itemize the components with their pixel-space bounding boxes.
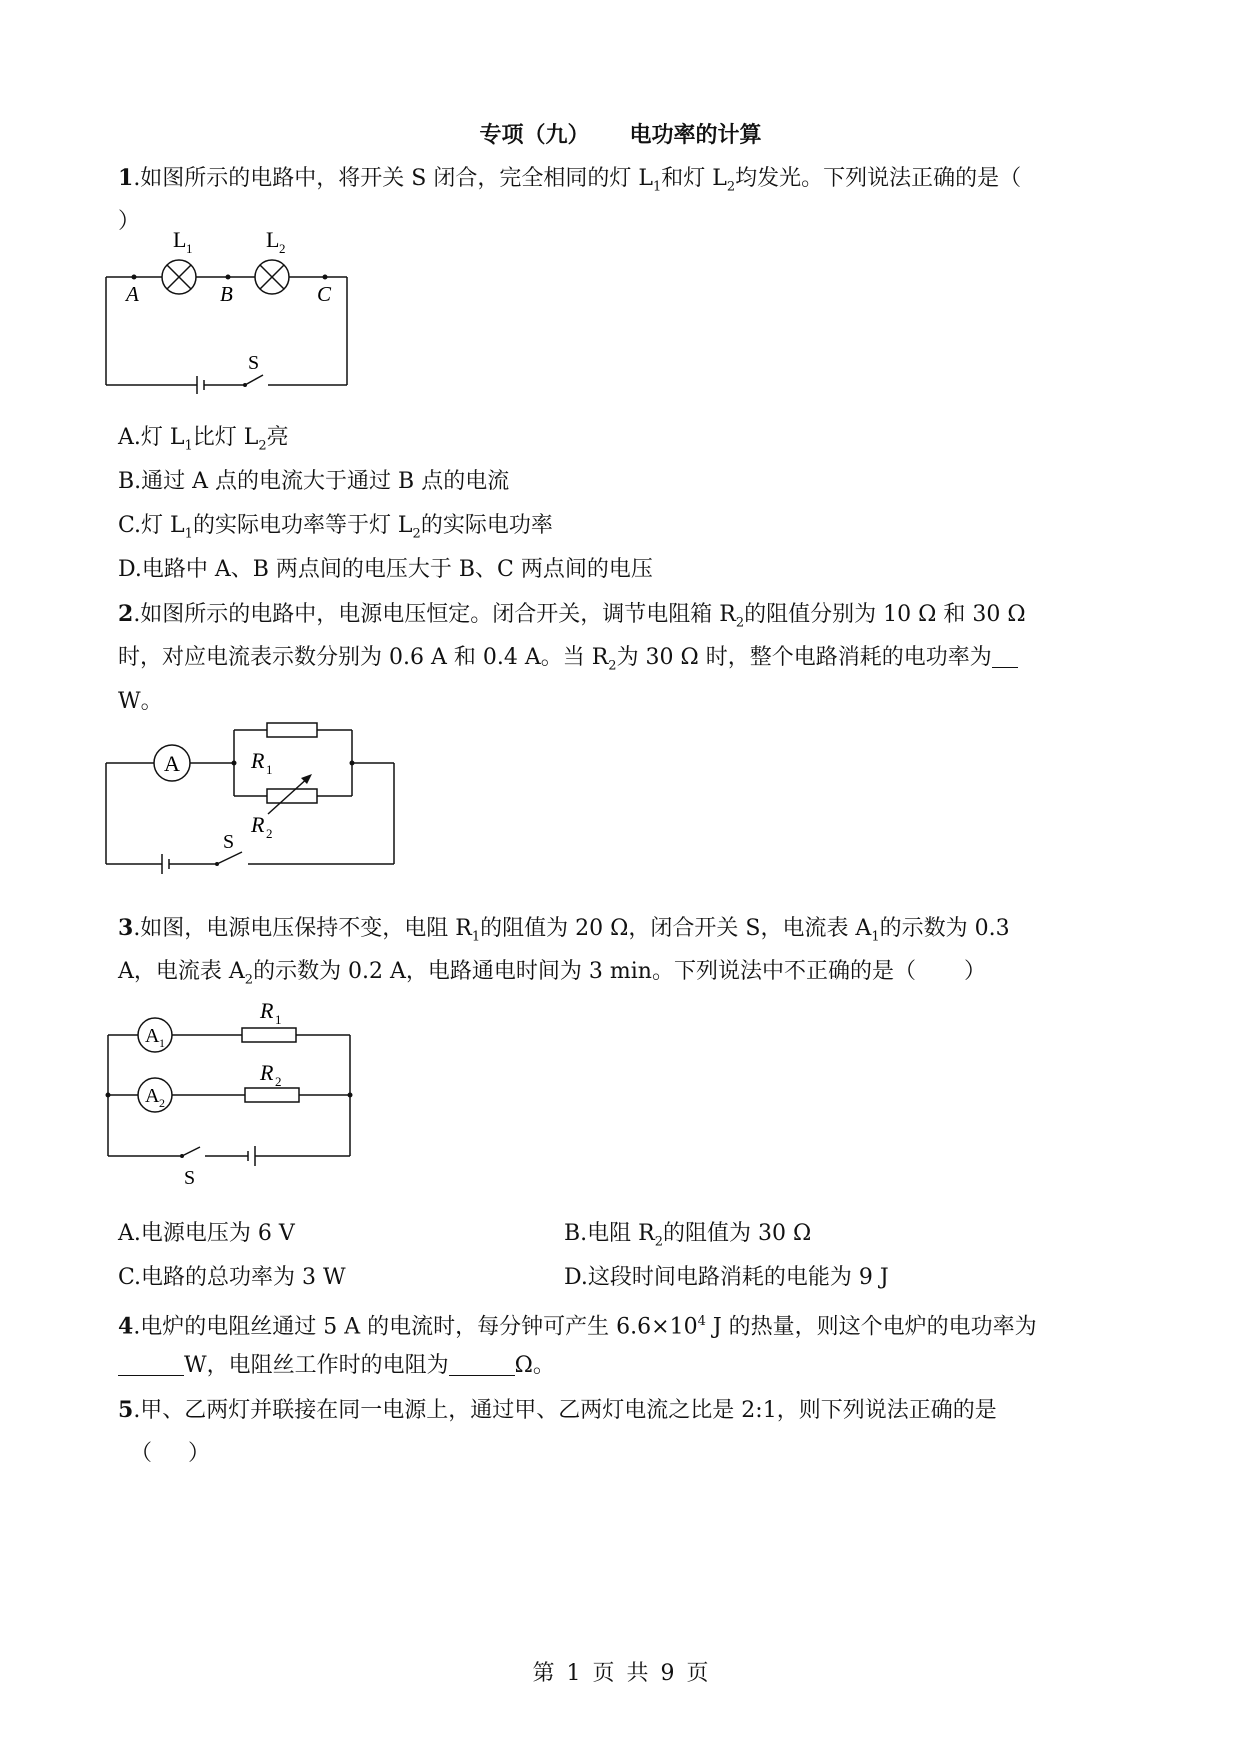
q1-option-d: D.电路中 A、B 两点间的电压大于 B、C 两点间的电压 bbox=[118, 557, 653, 582]
q1-stem-line1: 1.如图所示的电路中，将开关 S 闭合，完全相同的灯 $L_1$和灯 $L_2$均发光。下列说法正确的是（ bbox=[118, 165, 1022, 195]
ammeter-label: A bbox=[164, 751, 180, 776]
r1-label: R bbox=[251, 748, 265, 773]
r2-label: R bbox=[251, 812, 265, 837]
q2-stem-line2: 时，对应电流表示数分别为 0.6 A 和 0.4 A。当 $R_2$为 30 Ω 时，整个电路消耗的电功率为 bbox=[118, 642, 1018, 682]
q3-circuit-diagram bbox=[100, 990, 400, 1190]
switch-label: S bbox=[248, 352, 260, 374]
q3-option-d: D.这段时间电路消耗的电能为 9 J bbox=[564, 1265, 889, 1290]
svg-text:2: 2 bbox=[279, 241, 286, 256]
q4-stem-line2: W，电阻丝工作时的电阻为 Ω。 bbox=[118, 1350, 555, 1382]
q3-option-c: C.电路的总功率为 3 W bbox=[118, 1265, 346, 1290]
q5-stem-line1: 5.甲、乙两灯并联接在同一电源上，通过甲、乙两灯电流之比是 2:1，则下列说法正确的是 bbox=[118, 1397, 997, 1423]
q2-stem-line1: 2.如图所示的电路中，电源电压恒定。闭合开关，调节电阻箱 $R_2$的阻值分别为 10 Ω 和 30 Ω bbox=[118, 601, 1026, 631]
switch-label: S bbox=[184, 1167, 196, 1189]
switch-label: S bbox=[223, 831, 235, 853]
q1-stem-line2: ） bbox=[118, 209, 141, 234]
q1-number: 1 bbox=[118, 165, 134, 191]
q4-power-blank[interactable] bbox=[118, 1353, 184, 1376]
q1-circuit-diagram bbox=[100, 225, 360, 400]
q2-stem-line3: W。 bbox=[118, 689, 163, 714]
svg-text:1: 1 bbox=[159, 1036, 165, 1050]
q2-number: 2 bbox=[118, 601, 134, 627]
point-c-label: C bbox=[317, 282, 332, 306]
r2-label: R bbox=[260, 1060, 274, 1085]
point-a-label: A bbox=[126, 282, 139, 306]
page-footer: 第 1 页 共 9 页 bbox=[532, 1661, 709, 1686]
q1-option-b: B.通过 A 点的电流大于通过 B 点的电流 bbox=[118, 469, 510, 494]
title-part2: 电功率的计算 bbox=[629, 123, 762, 148]
q1-option-a: A.灯 $L_1$比灯 $L_2$亮 bbox=[118, 425, 289, 454]
svg-text:1: 1 bbox=[266, 762, 273, 777]
total-pages: 9 bbox=[660, 1661, 675, 1686]
q3-option-a: A.电源电压为 6 V bbox=[118, 1221, 295, 1246]
q3-stem-line1: 3.如图，电源电压保持不变，电阻 $R_1$的阻值为 20 Ω，闭合开关 S，电流表 $A_1$的示数为 0.3 bbox=[118, 915, 1010, 945]
q3-number: 3 bbox=[118, 915, 134, 941]
svg-text:2: 2 bbox=[266, 826, 273, 841]
q4-resistance-blank[interactable] bbox=[449, 1353, 515, 1376]
ammeter-a2-label: A bbox=[145, 1085, 160, 1107]
lamp2-label: L bbox=[266, 227, 280, 252]
svg-text:2: 2 bbox=[159, 1096, 165, 1110]
q2-circuit-diagram bbox=[100, 718, 400, 898]
q1-option-c: C.灯 $L_1$的实际电功率等于灯 $L_2$的实际电功率 bbox=[118, 513, 553, 542]
q3-option-b: B.电阻 $R_2$的阻值为 30 Ω bbox=[564, 1221, 812, 1250]
r1-label: R bbox=[260, 998, 274, 1023]
page-title bbox=[0, 118, 1241, 149]
svg-text:1: 1 bbox=[186, 241, 193, 256]
ammeter-a1-label: A bbox=[145, 1025, 160, 1047]
q3-stem-line2: A，电流表 $A_2$的示数为 0.2 A，电路通电时间为 3 min。下列说法中不正确的是（ ） bbox=[118, 959, 986, 988]
q2-answer-blank[interactable] bbox=[992, 645, 1018, 668]
q4-number: 4 bbox=[118, 1313, 134, 1340]
point-b-label: B bbox=[220, 282, 233, 306]
svg-text:1: 1 bbox=[275, 1012, 282, 1027]
page-number: 1 bbox=[566, 1661, 581, 1686]
svg-text:2: 2 bbox=[275, 1074, 282, 1089]
q5-stem-line2: （ ） bbox=[130, 1441, 211, 1466]
q4-stem-line1: 4.电炉的电阻丝通过 5 A 的电流时，每分钟可产生 $6.6\times 10^4$ J 的热量，则这个电炉的电功率为 bbox=[118, 1313, 1037, 1340]
q5-number: 5 bbox=[118, 1397, 134, 1423]
lamp1-label: L bbox=[173, 227, 187, 252]
title-part1: 专项（九） bbox=[479, 123, 590, 148]
